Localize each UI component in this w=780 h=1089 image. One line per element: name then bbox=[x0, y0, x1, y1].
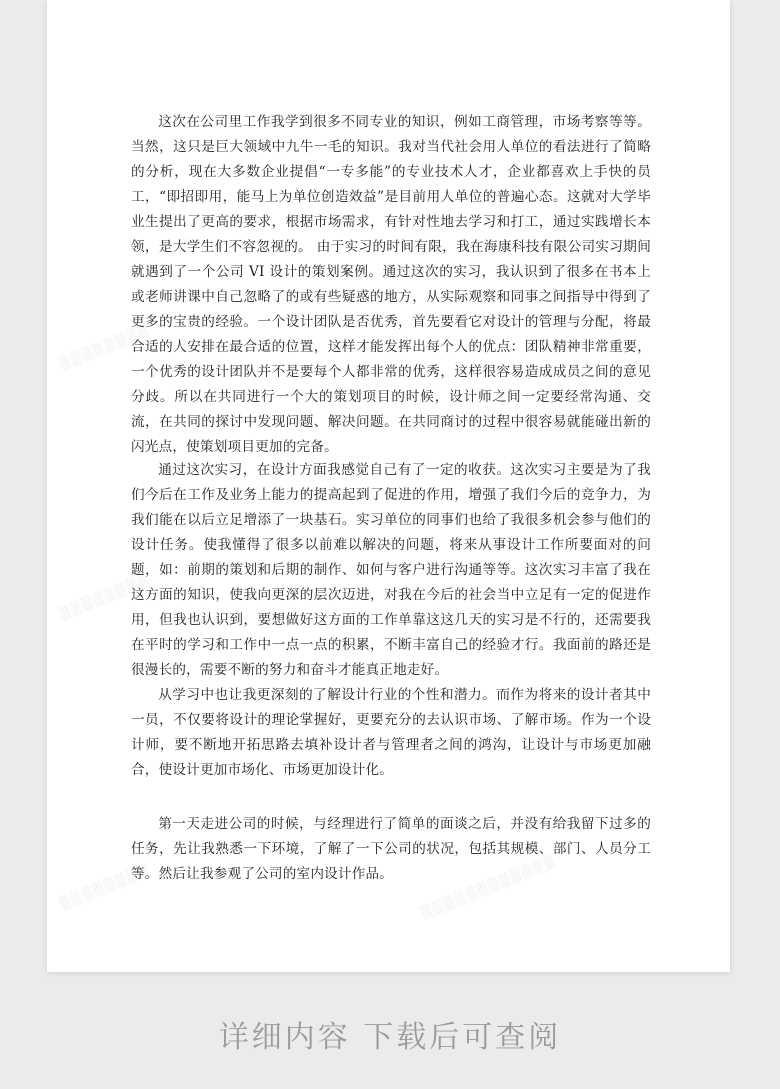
download-prompt: 详细内容 下载后可查阅 bbox=[218, 1020, 562, 1055]
watermark: ▒▒▒▒▒▒▒▒▒▒▒▒ bbox=[419, 853, 559, 922]
paragraph-2: 通过这次实习，在设计方面我感觉自己有了一定的收获。这次实习主要是为了我们今后在工作及业务上能力的提高起到了促进的作用，增强了我们今后的竞争力，为我们能在以后立足增添了一块基石。实习单位的同事们也给了我很多机会参与他们的设计任务。使我懂得了很多以前难以解决的问题，将来从事设计工作所要面对的问题，如：前期的策划和后期的制作、如何与客户进行沟通等等。这次实习丰富了我在这方面的知识，使我向更深的层次迈进，对我在今后的社会当中立足有一定的促进作用，但我也认识到，要想做好这方面的工作单靠这这几天的实习是不行的，还需要我在平时的学习和工作中一点一点的积累，不断丰富自己的经验才行。我面前的路还是很漫长的，需要不断的努力和奋斗才能真正地走好。 bbox=[131, 462, 651, 678]
paragraph-1: 这次在公司里工作我学到很多不同专业的知识，例如工商管理，市场考察等等。当然，这只是巨大领域中九牛一毛的知识。我对当代社会用人单位的看法进行了简略的分析，现在大多数企业提倡“一专多能”的专业技术人才，企业都喜欢上手快的员工，“即招即用，能马上为单位创造效益”是目前用人单位的普遍心态。这就对大学毕业生提出了更高的要求，根据市场需求，有针对性地去学习和打工，通过实践增长本领，是大学生们不容忽视的。 由于实习的时间有限，我在海康科技有限公司实习期间就遇到了一个公司 VI 设计的策划案例。通过这次的实习，我认识到了很多在书本上或老师讲课中自己忽略了的或有些疑惑的地方，从实际观察和同事之间指导中得到了更多的宝贵的经验。一个设计团队是否优秀，首先要看它对设计的管理与分配，将最合适的人安排在最合适的位置，这样才能发挥出每个人的优点：团队精神非常重要，一个优秀的设计团队并不是要每个人都非常的优秀，这样很容易造成成员之间的意见分歧。所以在共同进行一个大的策划项目的时候，设计师之间一定要经常沟通、交流，在共同的探讨中发现问题、解决问题。在共同商讨的过程中很容易就能碰出新的闪光点，使策划项目更加的完备。 bbox=[131, 114, 651, 455]
paragraph-3: 从学习中也让我更深刻的了解设计行业的个性和潜力。而作为将来的设计者其中一员，不仅要将设计的理论掌握好，更要充分的去认识市场、了解市场。作为一个设计师，要不断地开拓思路去填补设计者与管理者之间的鸿沟，让设计与市场更加融合，使设计更加市场化、市场更加设计化。 bbox=[131, 687, 651, 778]
watermark: ▒▒▒▒▒▒▒▒ bbox=[57, 572, 153, 623]
watermark: ▒▒▒▒▒▒▒▒ bbox=[57, 862, 153, 913]
document-page bbox=[47, 0, 730, 972]
watermark: ▒▒▒▒▒▒▒▒ bbox=[57, 322, 153, 373]
paragraph-4: 第一天走进公司的时候，与经理进行了简单的面谈之后，并没有给我留下过多的任务，先让我熟悉一下环境，了解了一下公司的状况，包括其规模、部门、人员分工等。然后让我参观了公司的室内设计作品。 bbox=[131, 816, 651, 882]
